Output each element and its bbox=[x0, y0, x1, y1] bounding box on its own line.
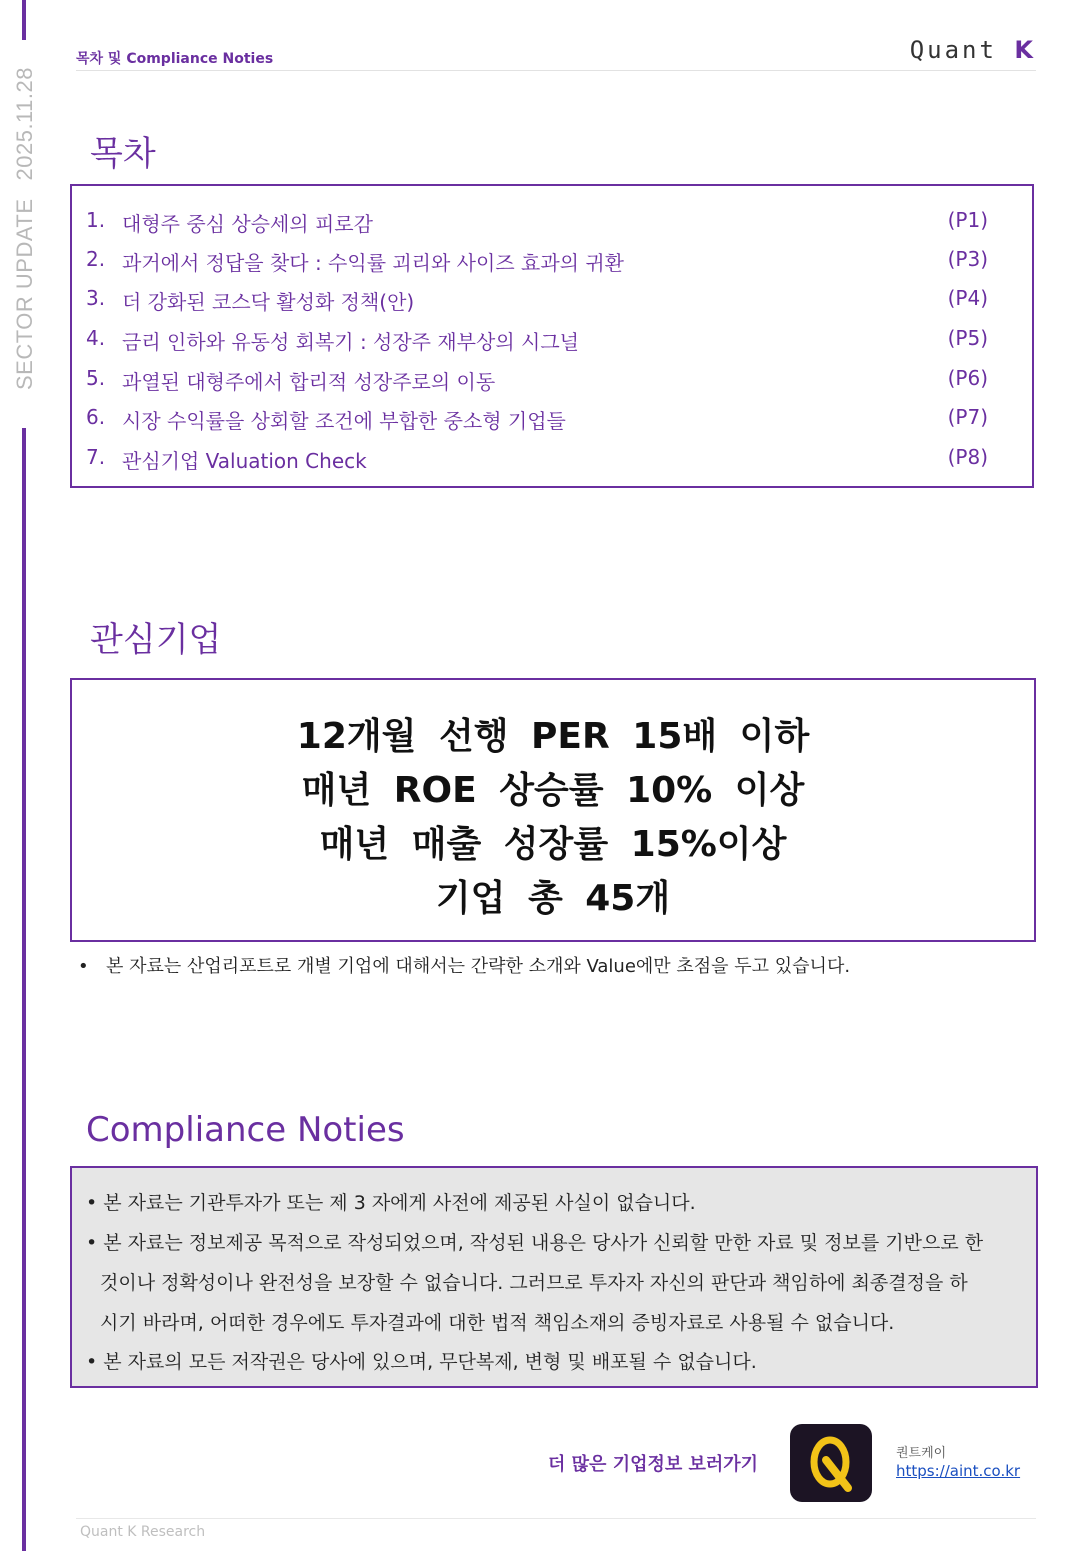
interest-title: 관심기업 bbox=[90, 620, 222, 660]
toc-item-number: 1. bbox=[86, 208, 106, 232]
toc-item-text: 관심기업 Valuation Check bbox=[122, 449, 367, 473]
toc-item-number: 2. bbox=[86, 247, 106, 271]
toc-item-3[interactable] bbox=[86, 286, 988, 316]
toc-item-page: (P3) bbox=[947, 247, 988, 271]
toc-item-5[interactable] bbox=[86, 366, 988, 396]
brand-k-mark: K bbox=[1014, 36, 1036, 64]
footer-divider bbox=[76, 1518, 1036, 1519]
interest-note bbox=[78, 952, 850, 978]
footer-text: Quant K Research bbox=[80, 1524, 206, 1540]
bullet-icon: • bbox=[78, 956, 89, 977]
interest-note-text: 본 자료는 산업리포트로 개별 기업에 대해서는 간략한 소개와 Value에만 초점을 두고 있습니다. bbox=[106, 956, 851, 977]
toc-item-number: 5. bbox=[86, 366, 106, 390]
toc-box bbox=[70, 184, 1034, 488]
toc-item-text: 과거에서 정답을 찾다 : 수익률 괴리와 사이즈 효과의 귀환 bbox=[122, 251, 624, 275]
brand-text: Quant bbox=[909, 36, 997, 64]
sidebar-vertical-label bbox=[12, 67, 38, 390]
toc-item-page: (P6) bbox=[947, 366, 988, 390]
toc-item-text: 시장 수익률을 상회할 조건에 부합한 중소형 기업들 bbox=[122, 409, 566, 433]
toc-item-text: 대형주 중심 상승세의 피로감 bbox=[122, 212, 373, 236]
compliance-line-4: 시기 바라며, 어떠한 경우에도 투자결과에 대한 법적 책임소재의 증빙자료로 사용될 수 없습니다. bbox=[100, 1312, 895, 1334]
compliance-line-2: • 본 자료는 정보제공 목적으로 작성되었으며, 작성된 내용은 당사가 신뢰할 만한 자료 및 정보를 기반으로 한 bbox=[86, 1232, 984, 1254]
toc-item-page: (P8) bbox=[947, 445, 988, 469]
criteria-roe: 매년 ROE 상승률 10% 이상 bbox=[301, 770, 805, 811]
toc-item-text: 과열된 대형주에서 합리적 성장주로의 이동 bbox=[122, 370, 496, 394]
toc-title: 목차 bbox=[90, 134, 156, 174]
toc-item-6[interactable] bbox=[86, 405, 988, 435]
toc-item-page: (P1) bbox=[947, 208, 988, 232]
app-name: 퀀트케이 bbox=[896, 1446, 947, 1461]
criteria-box bbox=[70, 678, 1036, 942]
toc-item-page: (P4) bbox=[947, 286, 988, 310]
toc-item-1[interactable] bbox=[86, 208, 988, 238]
compliance-box bbox=[70, 1166, 1038, 1388]
criteria-per: 12개월 선행 PER 15배 이하 bbox=[296, 716, 810, 757]
toc-item-number: 6. bbox=[86, 405, 106, 429]
sidebar-accent-line-bottom bbox=[22, 428, 26, 1551]
toc-item-number: 4. bbox=[86, 326, 106, 350]
toc-item-4[interactable] bbox=[86, 326, 988, 356]
quantk-app-icon[interactable] bbox=[790, 1424, 872, 1502]
toc-item-text: 더 강화된 코스닥 활성화 정책(안) bbox=[122, 290, 415, 314]
compliance-title: Compliance Noties bbox=[86, 1110, 405, 1150]
toc-item-7[interactable] bbox=[86, 445, 988, 475]
toc-item-number: 3. bbox=[86, 286, 106, 310]
brand-logo bbox=[910, 36, 1036, 64]
more-info-cta[interactable]: 더 많은 기업정보 보러가기 bbox=[548, 1454, 759, 1475]
criteria-company-count: 기업 총 45개 bbox=[435, 878, 671, 919]
toc-item-number: 7. bbox=[86, 445, 106, 469]
sidebar-section-label: SECTOR UPDATE bbox=[12, 198, 37, 390]
compliance-line-1: • 본 자료는 기관투자가 또는 제 3 자에게 사전에 제공된 사실이 없습니다. bbox=[86, 1192, 696, 1214]
compliance-line-3: 것이나 정확성이나 완전성을 보장할 수 없습니다. 그러므로 투자자 자신의 판단과 책임하에 최종결정을 하 bbox=[100, 1272, 968, 1294]
toc-item-text: 금리 인하와 유동성 회복기 : 성장주 재부상의 시그널 bbox=[122, 330, 579, 354]
compliance-line-5: • 본 자료의 모든 저작권은 당사에 있으며, 무단복제, 변형 및 배포될 수 없습니다. bbox=[86, 1351, 757, 1373]
toc-item-page: (P7) bbox=[947, 405, 988, 429]
toc-item-2[interactable] bbox=[86, 247, 988, 277]
sidebar-accent-line-top bbox=[22, 0, 26, 40]
toc-item-page: (P5) bbox=[947, 326, 988, 350]
criteria-sales-growth: 매년 매출 성장률 15%이상 bbox=[319, 824, 787, 865]
sidebar-date: 2025.11.28 bbox=[12, 67, 37, 181]
header-title: 목차 및 Compliance Noties bbox=[76, 51, 274, 67]
website-link[interactable]: https://aint.co.kr bbox=[896, 1462, 1021, 1480]
header-divider bbox=[76, 70, 1036, 71]
